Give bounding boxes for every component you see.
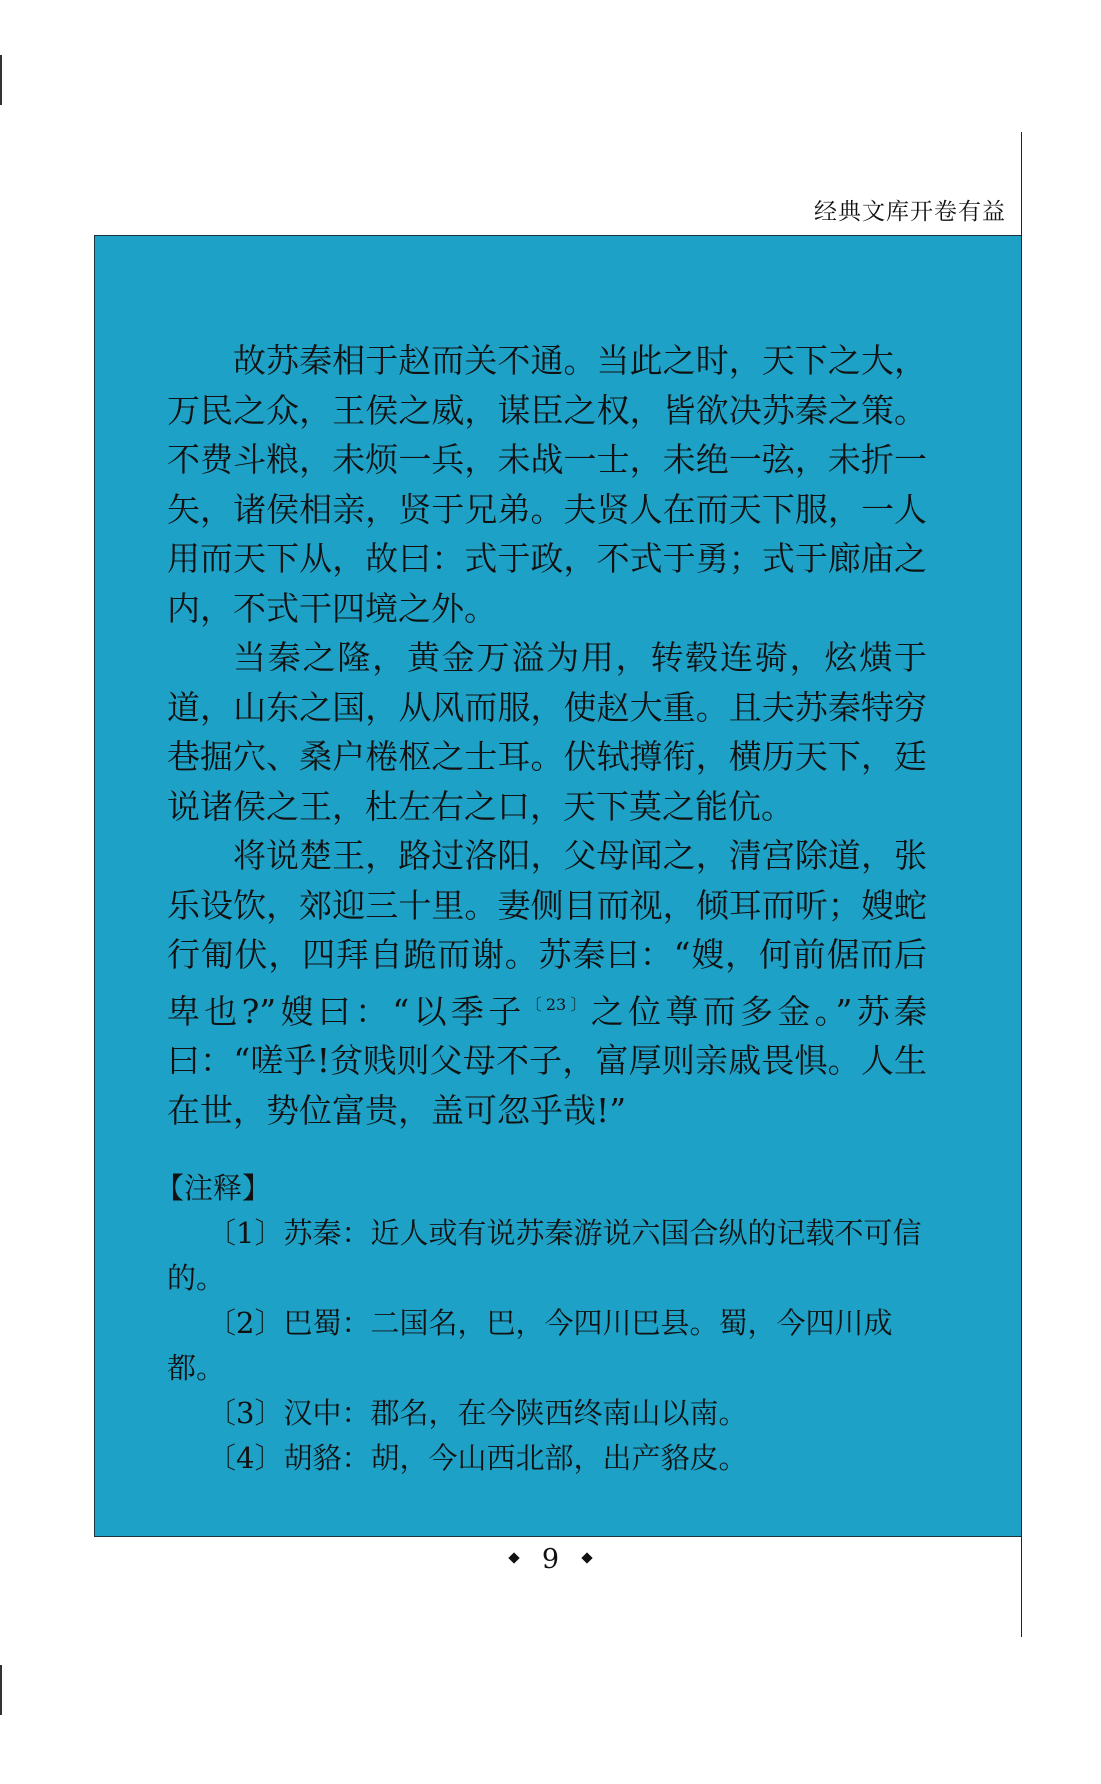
note-3: 〔3〕汉中：郡名，在今陕西终南山以南。: [207, 1396, 748, 1430]
paragraph-3-text-b: 之位尊而多金。”苏秦曰：“嗟乎!贫贱则父母不子，富厚则亲戚畏惧。人生在世，势位富贵，盖可忽乎哉!”: [167, 991, 927, 1130]
running-head: 经典文库开卷有益: [814, 199, 1006, 225]
note-1: 〔1〕苏秦：近人或有说苏秦游说六国合纵的记载不可信的。: [167, 1216, 922, 1295]
diamond-icon: [508, 1552, 519, 1563]
crop-mark-top: [0, 55, 2, 105]
crop-mark-bottom: [0, 1665, 2, 1715]
diamond-icon: [581, 1552, 592, 1563]
paragraph-3-text-a: 将说楚王，路过洛阳，父母闻之，清宫除道，张乐设饮，郊迎三十里。妻侧目而视，倾耳而听；嫂蛇行匍伏，四拜自跪而谢。苏秦曰：“嫂，何前倨而后卑也?”嫂曰：“以季子: [167, 836, 927, 1031]
footnote-ref-23: 〔23〕: [525, 994, 591, 1014]
notes-section: [155, 1166, 927, 1481]
notes-heading: 【注释】: [155, 1171, 272, 1205]
paragraph-2: 当秦之隆，黄金万溢为用，转毂连骑，炫熿于道，山东之国，从风而服，使赵大重。且夫苏秦特穷巷掘穴、桑户棬枢之士耳。伏轼撙衔，横历天下，廷说诸侯之王，杜左右之口，天下莫之能伉。: [167, 638, 927, 826]
margin-rule: [1021, 132, 1022, 1637]
page-footer: [0, 1544, 1101, 1575]
page-number: 9: [541, 1544, 560, 1575]
paragraph-1: 故苏秦相于赵而关不通。当此之时，天下之大，万民之众，王侯之威，谋臣之权，皆欲决苏秦之策。不费斗粮，未烦一兵，未战一士，未绝一弦，未折一矢，诸侯相亲，贤于兄弟。夫贤人在而天下服，一人用而天下从，故曰：式于政，不式于勇；式于廊庙之内，不式干四境之外。: [167, 341, 927, 628]
paragraph-3: [167, 831, 927, 1135]
note-2: 〔2〕巴蜀：二国名，巴，今四川巴县。蜀，今四川成都。: [167, 1306, 893, 1385]
body-text: [167, 336, 927, 1135]
note-4: 〔4〕胡貉：胡，今山西北部，出产貉皮。: [207, 1441, 748, 1475]
text-panel: [94, 235, 1021, 1537]
